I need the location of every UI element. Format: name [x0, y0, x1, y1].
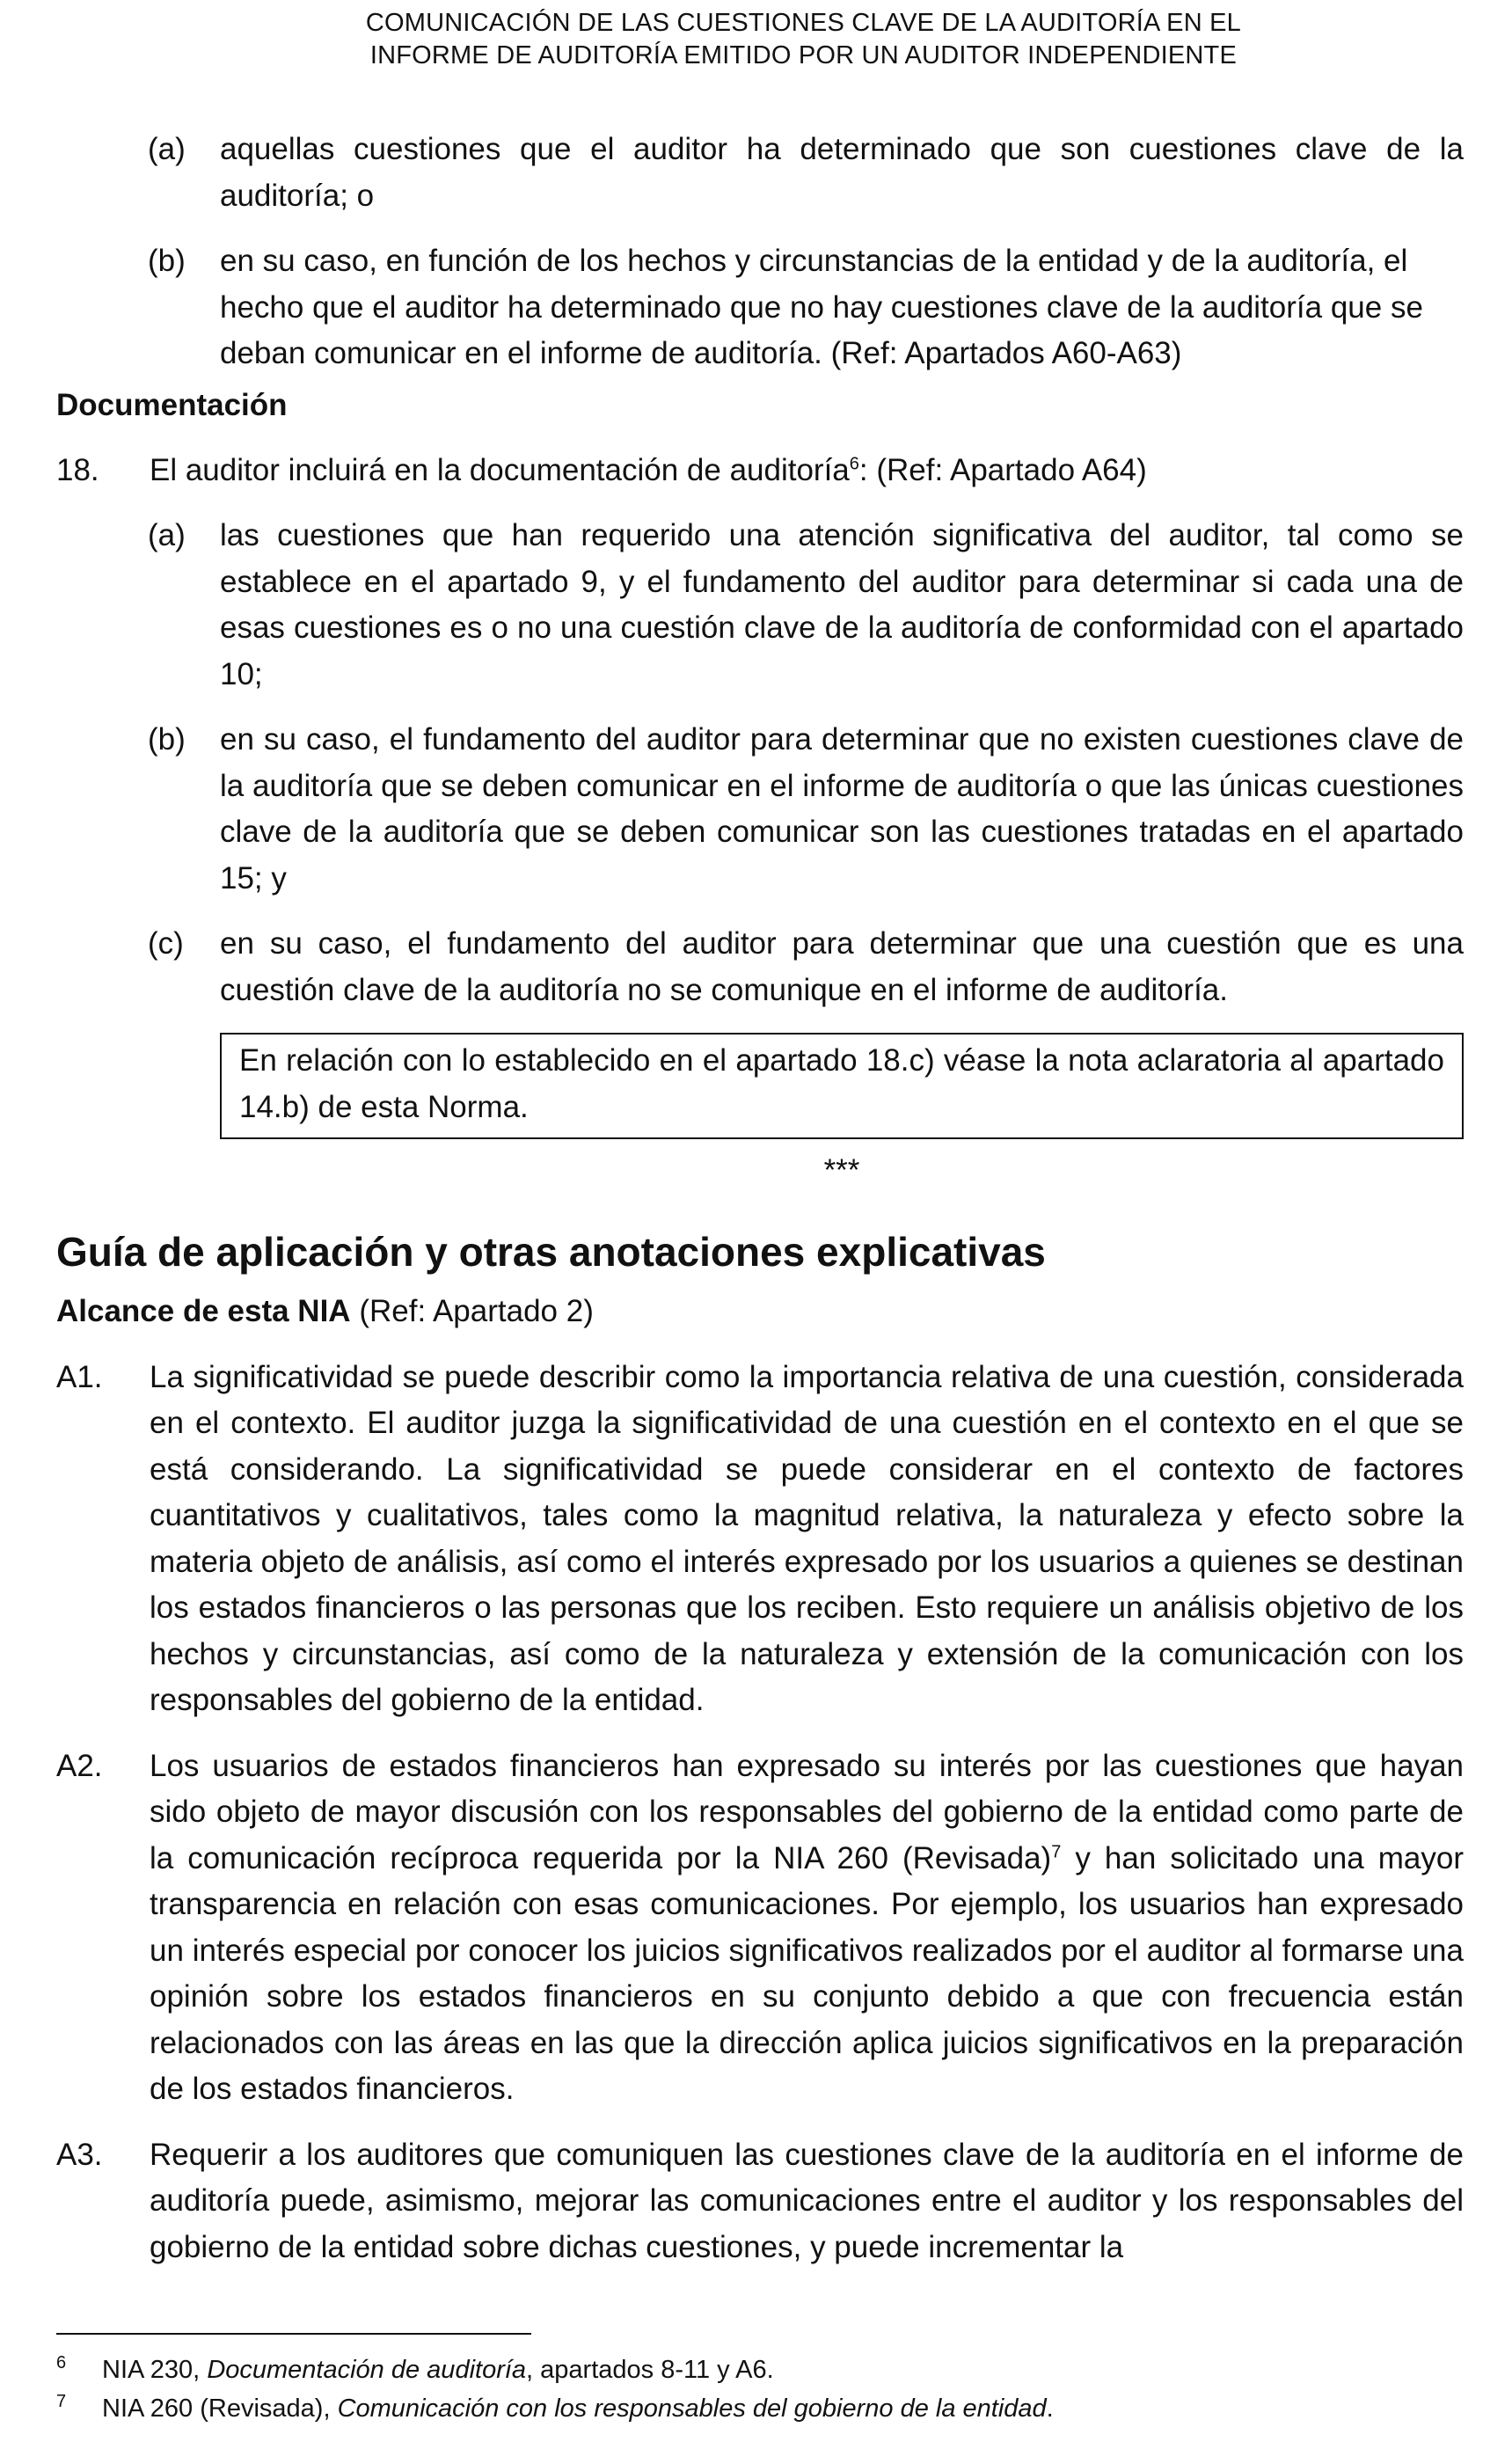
footnote-divider — [56, 2333, 531, 2335]
footnote-ref[interactable]: 6 — [849, 453, 859, 473]
list-item — [56, 717, 1464, 902]
item-text: las cuestiones que han requerido una atención significativa del auditor, tal como se establece en el apartado 9, y el fundamento del auditor para determinar si cada una de esas cuestiones es o no una cuestión clave de la auditoría de conformidad con el apartado 10; — [220, 518, 1464, 691]
clarifying-note-box: En relación con lo establecido en el apartado 18.c) véase la nota aclaratoria al apartado 14.b) de esta Norma. — [220, 1033, 1464, 1139]
paragraph-number: A1. — [56, 1359, 103, 1394]
footnote-ref[interactable]: 7 — [1051, 1841, 1062, 1861]
numbered-paragraph — [56, 448, 1464, 494]
item-label: (a) — [148, 518, 186, 552]
header-line-1: COMUNICACIÓN DE LAS CUESTIONES CLAVE DE LA AUDITORÍA EN EL — [365, 9, 1241, 37]
running-header — [366, 7, 1241, 72]
section-separator: *** — [823, 1153, 860, 1188]
paragraph-number: A2. — [56, 1748, 103, 1783]
item-text: en su caso, el fundamento del auditor para determinar que no existen cuestiones clave de la auditoría que se deben comunicar en el informe de auditoría o que las únicas cuestiones clave de la auditoría que se deben comunicar son las cuestiones tratadas en el apartado 15; y — [220, 722, 1464, 896]
header-line-2: INFORME DE AUDITORÍA EMITIDO POR UN AUDITOR INDEPENDIENTE — [369, 41, 1237, 69]
main-content — [56, 127, 1464, 2270]
item-text: en su caso, el fundamento del auditor para determinar que una cuestión que es una cuestión clave de la auditoría no se comunique en el informe de auditoría. — [220, 926, 1464, 1007]
guide-subheading: Alcance de esta NIA (Ref: Apartado 2) — [56, 1294, 594, 1328]
paragraph-text: Requerir a los auditores que comuniquen las cuestiones clave de la auditoría en el informe de auditoría puede, asimismo, mejorar las comunicaciones entre el auditor y los responsables del gobierno de la entidad sobre dichas cuestiones, y puede incrementar la — [150, 2137, 1464, 2264]
footnote-text: NIA 230, Documentación de auditoría, apartados 8-11 y A6. — [102, 2356, 774, 2384]
footnotes — [56, 2347, 1464, 2431]
item-text: aquellas cuestiones que el auditor ha determinado que son cuestiones clave de la auditoría; o — [220, 132, 1464, 213]
item-label: (c) — [148, 926, 184, 961]
paragraph-number: A3. — [56, 2137, 103, 2172]
numbered-paragraph — [56, 1355, 1464, 1724]
paragraph-text: Los usuarios de estados financieros han expresado su interés por las cuestiones que hayan sido objeto de mayor discusión con los responsables del gobierno de la entidad como parte de la comunicación recíproca requerida por la NIA 260 (Revisada)$^7$ y han solicitado una mayor transparencia en relación con esas comunicaciones. Por ejemplo, los usuarios han expresado un interés especial por conocer los juicios significativos realizados por el auditor al formarse una opinión sobre los estados financieros en su conjunto debido a que con frecuencia están relacionados con las áreas en las que la dirección aplica juicios significativos en la preparación de los estados financieros. — [150, 1748, 1464, 2106]
paragraph-number: 18. — [56, 452, 99, 487]
paragraph-text: La significatividad se puede describir como la importancia relativa de una cuestión, considerada en el contexto. El auditor juzga la significatividad de una cuestión en el contexto en el que se está considerando. La significatividad se puede considerar en el contexto de factores cuantitativos y cualitativos, tales como la magnitud relativa, la naturaleza y efecto sobre la materia objeto de análisis, así como el interés expresado por los usuarios a quienes se destinan los estados financieros o las personas que los reciben. Esto requiere un análisis objetivo de los hechos y circunstancias, así como de la naturaleza y extensión de la comunicación con los responsables del gobierno de la entidad. — [150, 1359, 1464, 1717]
footnote-number: 6 — [56, 2353, 67, 2373]
footnote-number: 7 — [56, 2392, 67, 2411]
list-item — [56, 127, 1464, 219]
item-label: (a) — [148, 132, 186, 166]
numbered-paragraph — [56, 1744, 1464, 2113]
item-text: en su caso, en función de los hechos y circunstancias de la entidad y de la auditoría, el hecho que el auditor ha determinado que no hay cuestiones clave de la auditoría que se deban comunicar en el informe de auditoría. (Ref: Apartados A60-A63) — [220, 244, 1423, 370]
footnote-text: NIA 260 (Revisada), Comunicación con los responsables del gobierno de la entidad. — [102, 2394, 1054, 2423]
guide-title: Guía de aplicación y otras anotaciones explicativas — [56, 1229, 1046, 1275]
footnote — [56, 2386, 1464, 2431]
list-item — [56, 921, 1464, 1013]
item-label: (b) — [148, 244, 186, 278]
numbered-paragraph — [56, 2132, 1464, 2271]
section-heading: Documentación — [56, 387, 288, 422]
list-item — [56, 238, 1464, 377]
list-item — [56, 513, 1464, 698]
paragraph-text: El auditor incluirá en la documentación de auditoría$^6$: (Ref: Apartado A64) — [150, 452, 1147, 487]
item-label: (b) — [148, 722, 186, 757]
